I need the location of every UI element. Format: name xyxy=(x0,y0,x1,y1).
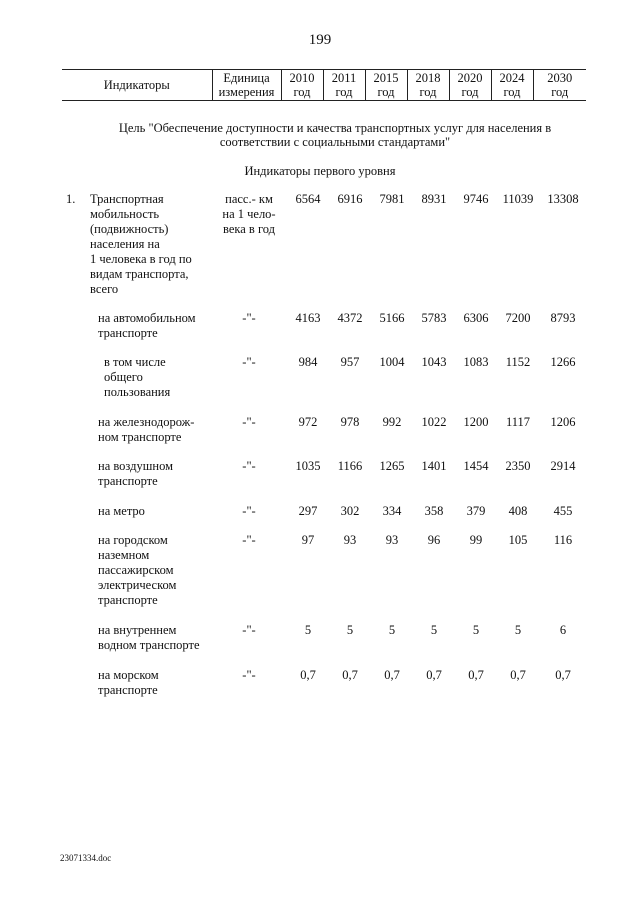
unit-cell: -"- xyxy=(242,355,256,369)
unit-cell: -"- xyxy=(242,415,256,429)
value-cell: 0,7 xyxy=(555,668,571,682)
value-cell: 96 xyxy=(427,533,441,547)
row-number: 1. xyxy=(66,192,76,206)
value-cell: 5 xyxy=(472,623,480,637)
value-cell: 984 xyxy=(298,355,318,369)
value-cell: 5166 xyxy=(379,311,405,325)
header-year-2030: 2030 год xyxy=(533,70,586,101)
indicator-label: на внутреннем водном транспорте xyxy=(98,623,200,652)
value-cell: 1200 xyxy=(463,415,489,429)
value-cell: 6 xyxy=(559,623,567,637)
value-cell: 5 xyxy=(514,623,522,637)
value-cell: 6916 xyxy=(337,192,363,206)
value-cell: 6306 xyxy=(463,311,489,325)
indicator-label: на морском транспорте xyxy=(98,668,159,697)
value-cell: 455 xyxy=(553,504,573,518)
value-cell: 116 xyxy=(553,533,573,547)
header-year-2010: 2010 год xyxy=(281,70,323,101)
value-cell: 1035 xyxy=(295,459,321,473)
value-cell: 408 xyxy=(508,504,528,518)
value-cell: 1401 xyxy=(421,459,447,473)
value-cell: 9746 xyxy=(463,192,489,206)
value-cell: 0,7 xyxy=(510,668,526,682)
unit-cell: -"- xyxy=(242,668,256,682)
value-cell: 1454 xyxy=(463,459,489,473)
value-cell: 8793 xyxy=(550,311,576,325)
value-cell: 1043 xyxy=(421,355,447,369)
value-cell: 972 xyxy=(298,415,318,429)
value-cell: 105 xyxy=(508,533,528,547)
indicator-label: на метро xyxy=(98,504,145,518)
value-cell: 0,7 xyxy=(342,668,358,682)
value-cell: 11039 xyxy=(502,192,534,206)
value-cell: 992 xyxy=(382,415,402,429)
value-cell: 379 xyxy=(466,504,486,518)
header-year-2011: 2011 год xyxy=(323,70,365,101)
value-cell: 2350 xyxy=(505,459,531,473)
value-cell: 93 xyxy=(385,533,399,547)
indicator-label: на железнодорож- ном транспорте xyxy=(98,415,195,444)
header-year-2020: 2020 год xyxy=(449,70,491,101)
value-cell: 2914 xyxy=(550,459,576,473)
header-unit: Единица измерения xyxy=(212,70,281,101)
value-cell: 6564 xyxy=(295,192,321,206)
value-cell: 358 xyxy=(424,504,444,518)
unit-cell: пасс.- км на 1 чело- века в год xyxy=(222,192,276,236)
value-cell: 5 xyxy=(430,623,438,637)
header-year-2015: 2015 год xyxy=(365,70,407,101)
page-number: 199 xyxy=(308,32,332,48)
value-cell: 97 xyxy=(301,533,315,547)
unit-cell: -"- xyxy=(242,504,256,518)
value-cell: 0,7 xyxy=(300,668,316,682)
value-cell: 0,7 xyxy=(426,668,442,682)
indicator-label: в том числе общего пользования xyxy=(104,355,171,399)
indicator-label: на городском наземном пассажирском электрическом транспорте xyxy=(98,533,177,607)
value-cell: 5783 xyxy=(421,311,447,325)
value-cell: 5 xyxy=(304,623,312,637)
value-cell: 1004 xyxy=(379,355,405,369)
unit-cell: -"- xyxy=(242,533,256,547)
value-cell: 334 xyxy=(382,504,402,518)
indicator-label: на автомобильном транспорте xyxy=(98,311,196,340)
value-cell: 0,7 xyxy=(384,668,400,682)
value-cell: 8931 xyxy=(421,192,447,206)
footer-filename: 23071334.doc xyxy=(60,853,112,863)
value-cell: 13308 xyxy=(547,192,579,206)
value-cell: 99 xyxy=(469,533,483,547)
goal-title: Цель "Обеспечение доступности и качества транспортных услуг для населения в соответствии с социальными стандартами" xyxy=(118,121,552,149)
value-cell: 93 xyxy=(343,533,357,547)
value-cell: 5 xyxy=(388,623,396,637)
value-cell: 1083 xyxy=(463,355,489,369)
table-header xyxy=(62,69,586,101)
indicator-label: Транспортная мобильность (подвижность) населения на 1 человека в год по видам транспорта, всего xyxy=(90,192,192,296)
value-cell: 302 xyxy=(340,504,360,518)
value-cell: 957 xyxy=(340,355,360,369)
value-cell: 4372 xyxy=(337,311,363,325)
value-cell: 7200 xyxy=(505,311,531,325)
unit-cell: -"- xyxy=(242,459,256,473)
value-cell: 297 xyxy=(298,504,318,518)
value-cell: 1265 xyxy=(379,459,405,473)
value-cell: 7981 xyxy=(379,192,405,206)
value-cell: 0,7 xyxy=(468,668,484,682)
indicator-label: на воздушном транспорте xyxy=(98,459,173,488)
value-cell: 1266 xyxy=(550,355,576,369)
value-cell: 1152 xyxy=(505,355,531,369)
value-cell: 1206 xyxy=(550,415,576,429)
header-year-2018: 2018 год xyxy=(407,70,449,101)
unit-cell: -"- xyxy=(242,311,256,325)
unit-cell: -"- xyxy=(242,623,256,637)
value-cell: 1117 xyxy=(505,415,531,429)
header-year-2024: 2024 год xyxy=(491,70,533,101)
value-cell: 1022 xyxy=(421,415,447,429)
header-indicators: Индикаторы xyxy=(62,70,212,101)
value-cell: 5 xyxy=(346,623,354,637)
level-title: Индикаторы первого уровня xyxy=(244,164,396,178)
value-cell: 4163 xyxy=(295,311,321,325)
value-cell: 1166 xyxy=(337,459,363,473)
value-cell: 978 xyxy=(340,415,360,429)
